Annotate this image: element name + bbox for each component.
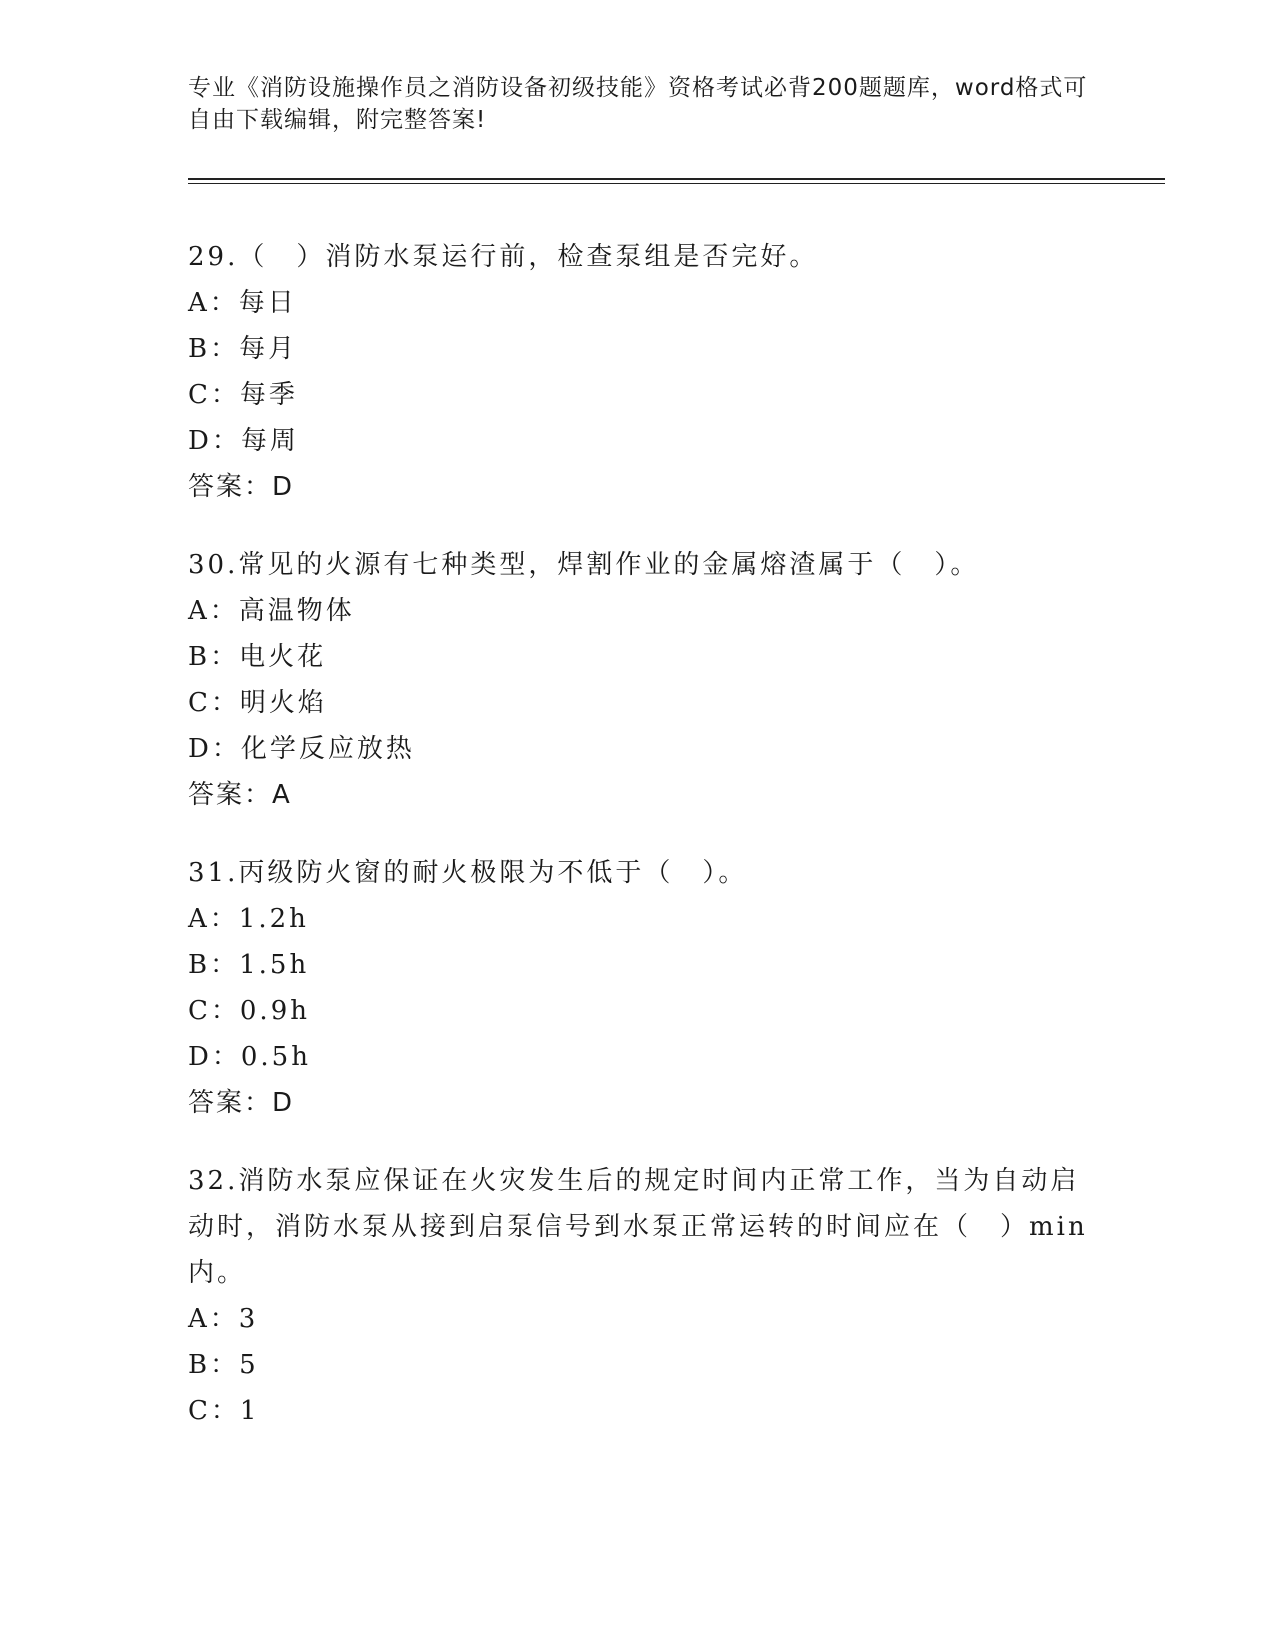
answer-line: 答案：D — [188, 472, 295, 502]
option-d: D：化学反应放热 — [188, 734, 415, 764]
option-b: B：1.5h — [188, 950, 310, 980]
question-29 — [188, 234, 1088, 510]
option-c: C：每季 — [188, 380, 298, 410]
question-stem: 31.丙级防火窗的耐火极限为不低于（ ）。 — [188, 858, 748, 888]
option-b: B：电火花 — [188, 642, 327, 672]
question-list — [188, 234, 1088, 1466]
option-a: A：3 — [188, 1304, 259, 1334]
header-divider-thin — [188, 183, 1165, 184]
option-b: B：5 — [188, 1350, 259, 1380]
option-d: D：每周 — [188, 426, 299, 456]
question-32 — [188, 1158, 1088, 1434]
question-30 — [188, 542, 1088, 818]
option-c: C：1 — [188, 1396, 260, 1426]
option-b: B：每月 — [188, 334, 298, 364]
question-stem: 32.消防水泵应保证在火灾发生后的规定时间内正常工作，当为自动启动时，消防水泵从接到启泵信号到水泵正常运转的时间应在（ ）min内。 — [188, 1166, 1088, 1288]
option-a: A：1.2h — [188, 904, 309, 934]
document-header: 专业《消防设施操作员之消防设备初级技能》资格考试必背200题题库，word格式可自由下载编辑，附完整答案! — [188, 75, 1088, 133]
option-c: C：0.9h — [188, 996, 310, 1026]
option-d: D：0.5h — [188, 1042, 311, 1072]
option-a: A：高温物体 — [188, 596, 355, 626]
option-a: A：每日 — [188, 288, 297, 318]
question-stem: 30.常见的火源有七种类型，焊割作业的金属熔渣属于（ ）。 — [188, 550, 980, 580]
answer-line: 答案：A — [188, 780, 292, 810]
question-31 — [188, 850, 1088, 1126]
option-c: C：明火焰 — [188, 688, 327, 718]
header-divider-thick — [188, 178, 1165, 180]
question-stem: 29.（ ）消防水泵运行前，检查泵组是否完好。 — [188, 242, 819, 272]
answer-line: 答案：D — [188, 1088, 295, 1118]
